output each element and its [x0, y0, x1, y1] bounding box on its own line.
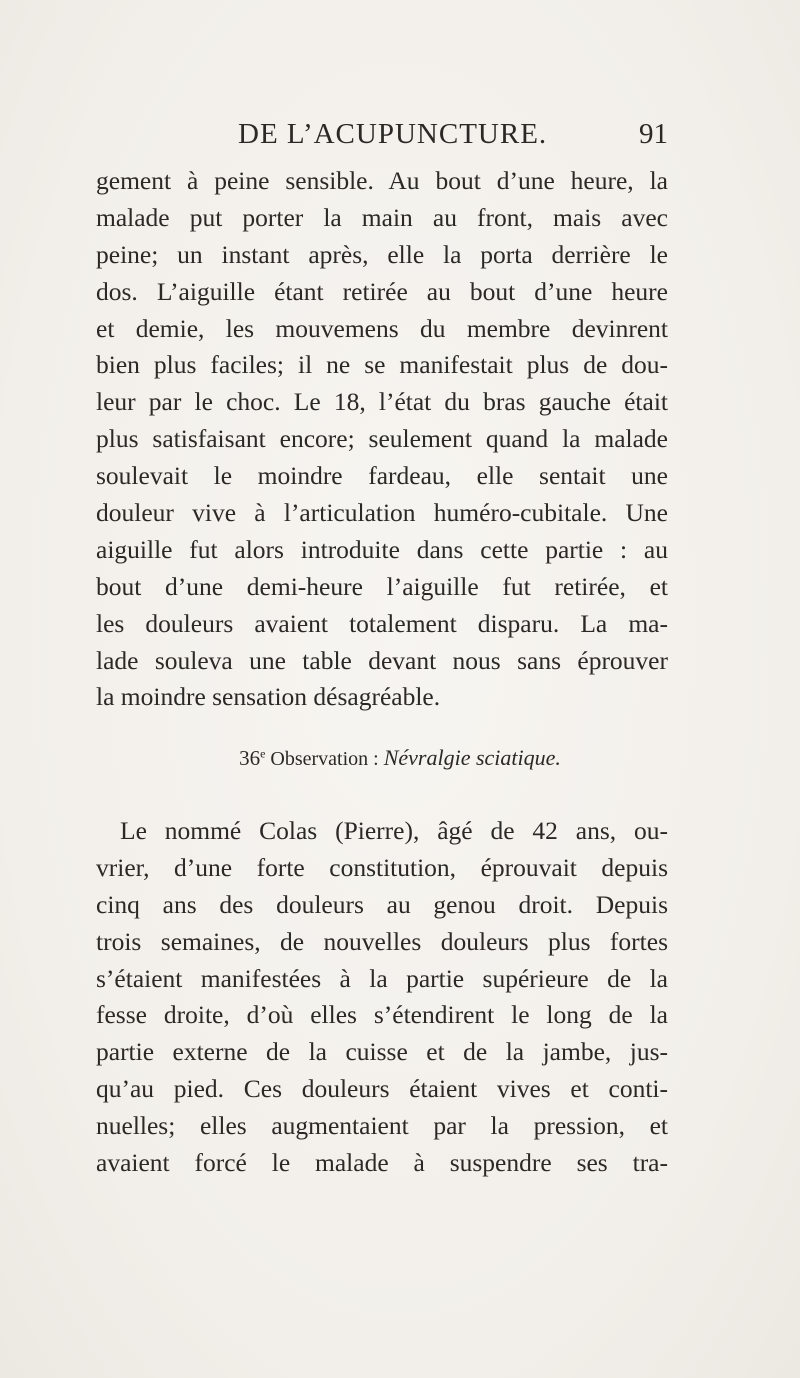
paragraph-observation	[96, 813, 668, 1182]
text-line: gement à peine sensible. Au bout d’une heure, la	[96, 166, 668, 195]
text-line: les douleurs avaient totalement disparu. La ma-	[96, 608, 668, 638]
observation-number-suffix: e	[260, 746, 266, 761]
text-line: leur par le choc. Le 18, l’état du bras gauche était	[96, 387, 668, 417]
text-line: vrier, d’une forte constitution, éprouvait depuis	[96, 852, 668, 882]
text-line: soulevait le moindre fardeau, elle sentait une	[96, 461, 668, 491]
text-line: aiguille fut alors introduite dans cette partie : au	[96, 534, 668, 564]
text-line: nuelles; elles augmentaient par la pression, et	[96, 1111, 668, 1141]
text-line: Le nommé Colas (Pierre), âgé de 42 ans, ou-	[120, 816, 668, 845]
text-line: bout d’une demi-heure l’aiguille fut retirée, et	[96, 571, 668, 601]
text-line: dos. L’aiguille étant retirée au bout d’une heure	[96, 276, 668, 306]
text-line: bien plus faciles; il ne se manifestait plus de dou-	[96, 350, 668, 380]
observation-heading	[0, 745, 800, 771]
text-line: cinq ans des douleurs au genou droit. Depuis	[96, 889, 668, 919]
text-line: et demie, les mouvemens du membre devinrent	[96, 313, 668, 343]
page-header	[96, 118, 668, 162]
text-line: s’étaient manifestées à la partie supérieure de la	[96, 963, 668, 993]
text-line: malade put porter la main au front, mais avec	[96, 202, 668, 232]
text-line: lade souleva une table devant nous sans éprouver	[96, 645, 668, 675]
observation-label: Observation :	[270, 748, 379, 770]
text-line: la moindre sensation désagréable.	[96, 682, 441, 712]
text-line: fesse droite, d’où elles s’étendirent le long de la	[96, 1000, 668, 1030]
running-head: DE L’ACUPUNCTURE.	[238, 118, 548, 150]
text-line: avaient forcé le malade à suspendre ses tra-	[96, 1148, 668, 1178]
observation-title: Névralgie sciatique.	[383, 745, 561, 770]
text-line: partie externe de la cuisse et de la jambe, jus-	[96, 1037, 668, 1067]
text-line: douleur vive à l’articulation huméro-cubitale. Une	[96, 498, 668, 528]
paragraph-continuation	[96, 163, 668, 716]
text-line: trois semaines, de nouvelles douleurs plus fortes	[96, 926, 668, 956]
observation-number: 36	[239, 746, 261, 770]
page-number: 91	[639, 118, 668, 150]
text-line: peine; un instant après, elle la porta derrière le	[96, 239, 668, 269]
text-line: qu’au pied. Ces douleurs étaient vives et conti-	[96, 1074, 668, 1104]
text-line: plus satisfaisant encore; seulement quand la malade	[96, 424, 668, 454]
